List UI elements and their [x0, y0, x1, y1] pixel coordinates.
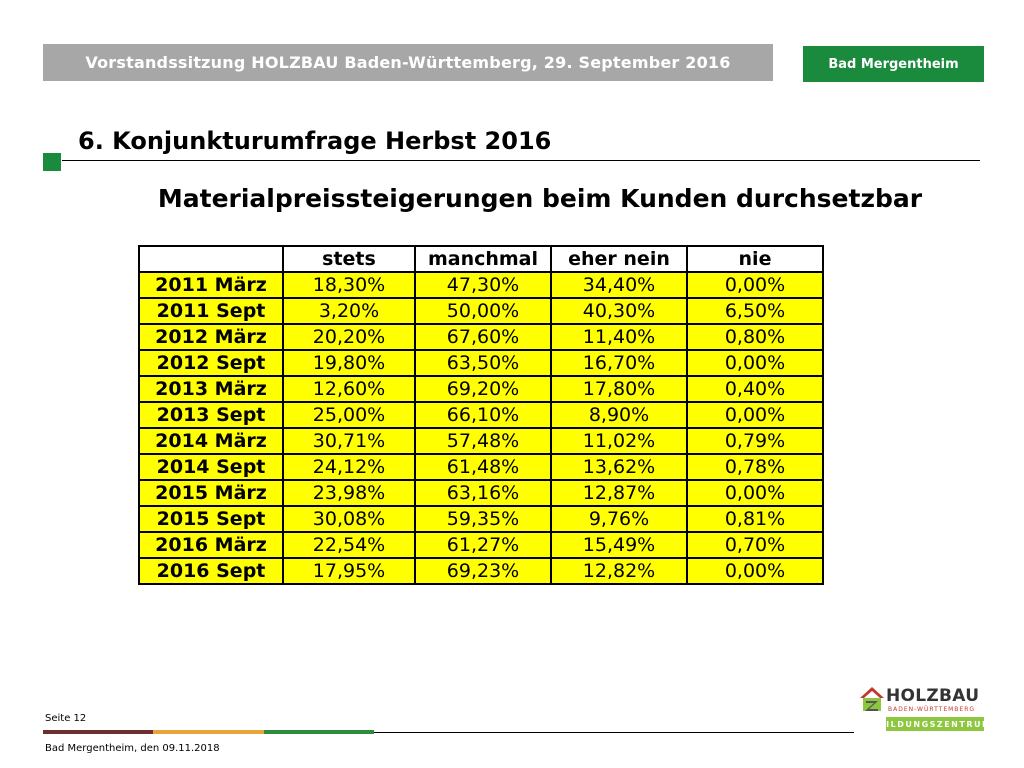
logo-region: BADEN-WÜRTTEMBERG [888, 706, 976, 713]
row-label: 2011 Sept [139, 298, 283, 324]
table-cell: 15,49% [551, 532, 687, 558]
column-header: nie [687, 246, 823, 272]
table-cell: 3,20% [283, 298, 415, 324]
slide-subtitle: Materialpreissteigerungen beim Kunden durchsetzbar [157, 184, 923, 213]
table-cell: 61,27% [415, 532, 551, 558]
title-divider [62, 160, 980, 161]
row-label: 2012 Sept [139, 350, 283, 376]
row-label: 2016 Sept [139, 558, 283, 584]
logo-tagline: BILDUNGSZENTRUM [886, 717, 984, 731]
section-marker [43, 153, 61, 171]
table-row [139, 506, 823, 532]
table-cell: 17,95% [283, 558, 415, 584]
table-cell: 40,30% [551, 298, 687, 324]
table-cell: 11,02% [551, 428, 687, 454]
table-cell: 18,30% [283, 272, 415, 298]
table-cell: 69,20% [415, 376, 551, 402]
column-header [139, 246, 283, 272]
presentation-title: Vorstandssitzung HOLZBAU Baden-Württemberg, 29. September 2016 [85, 53, 731, 72]
table-row [139, 402, 823, 428]
holzbau-logo [858, 684, 992, 736]
footer-date: Bad Mergentheim, den 09.11.2018 [45, 743, 220, 754]
footer-stripe-brown [43, 730, 153, 734]
presentation-title-bar [43, 44, 773, 81]
footer-stripe-green [264, 730, 374, 734]
table-row [139, 558, 823, 584]
table-cell: 0,00% [687, 350, 823, 376]
footer-divider [374, 732, 854, 733]
row-label: 2013 Sept [139, 402, 283, 428]
section-title: 6. Konjunkturumfrage Herbst 2016 [78, 127, 552, 155]
location-badge-label: Bad Mergentheim [828, 56, 959, 72]
table-cell: 17,80% [551, 376, 687, 402]
table-cell: 0,00% [687, 558, 823, 584]
row-label: 2013 März [139, 376, 283, 402]
table-cell: 0,40% [687, 376, 823, 402]
table-cell: 8,90% [551, 402, 687, 428]
table-cell: 59,35% [415, 506, 551, 532]
table-cell: 22,54% [283, 532, 415, 558]
table-row [139, 376, 823, 402]
page-number: Seite 12 [45, 713, 87, 724]
row-label: 2015 März [139, 480, 283, 506]
table-cell: 0,00% [687, 480, 823, 506]
table-cell: 20,20% [283, 324, 415, 350]
logo-name: HOLZBAU [886, 686, 980, 706]
table-cell: 67,60% [415, 324, 551, 350]
table-cell: 61,48% [415, 454, 551, 480]
row-label: 2011 März [139, 272, 283, 298]
row-label: 2015 Sept [139, 506, 283, 532]
table-cell: 12,60% [283, 376, 415, 402]
table-cell: 0,70% [687, 532, 823, 558]
table-row [139, 454, 823, 480]
table-cell: 19,80% [283, 350, 415, 376]
row-label: 2012 März [139, 324, 283, 350]
table-row [139, 324, 823, 350]
table-cell: 13,62% [551, 454, 687, 480]
table-cell: 23,98% [283, 480, 415, 506]
table-cell: 0,78% [687, 454, 823, 480]
location-badge [803, 46, 984, 82]
table-cell: 0,81% [687, 506, 823, 532]
table-cell: 12,87% [551, 480, 687, 506]
table-cell: 50,00% [415, 298, 551, 324]
survey-table [138, 245, 824, 585]
table-cell: 63,16% [415, 480, 551, 506]
table-cell: 12,82% [551, 558, 687, 584]
column-header: manchmal [415, 246, 551, 272]
table-cell: 66,10% [415, 402, 551, 428]
table-cell: 25,00% [283, 402, 415, 428]
table-row [139, 350, 823, 376]
table-cell: 6,50% [687, 298, 823, 324]
table-cell: 30,71% [283, 428, 415, 454]
footer-stripe-orange [153, 730, 264, 734]
table-cell: 34,40% [551, 272, 687, 298]
table-header-row [139, 246, 823, 272]
house-logo-icon [858, 684, 886, 714]
table-row [139, 298, 823, 324]
table-row [139, 532, 823, 558]
table-row [139, 272, 823, 298]
table-cell: 0,00% [687, 402, 823, 428]
row-label: 2014 März [139, 428, 283, 454]
table-body [139, 272, 823, 584]
table-cell: 63,50% [415, 350, 551, 376]
table-cell: 16,70% [551, 350, 687, 376]
table-cell: 69,23% [415, 558, 551, 584]
table-cell: 30,08% [283, 506, 415, 532]
table-cell: 57,48% [415, 428, 551, 454]
table-cell: 24,12% [283, 454, 415, 480]
table-cell: 0,00% [687, 272, 823, 298]
table-row [139, 480, 823, 506]
row-label: 2014 Sept [139, 454, 283, 480]
table-cell: 47,30% [415, 272, 551, 298]
column-header: eher nein [551, 246, 687, 272]
table-row [139, 428, 823, 454]
table-cell: 9,76% [551, 506, 687, 532]
column-header: stets [283, 246, 415, 272]
table-cell: 0,80% [687, 324, 823, 350]
table-cell: 0,79% [687, 428, 823, 454]
table-cell: 11,40% [551, 324, 687, 350]
row-label: 2016 März [139, 532, 283, 558]
